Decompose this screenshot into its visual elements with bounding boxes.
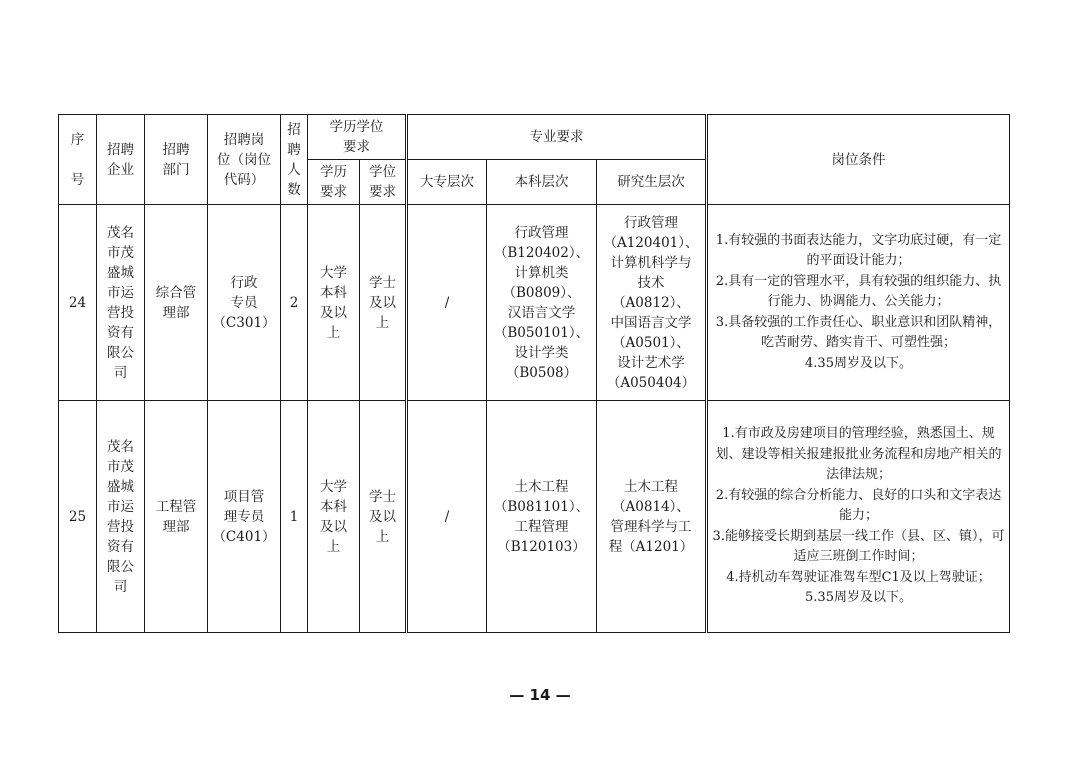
header-count: 招 聘 人 数 bbox=[281, 115, 308, 205]
header-edu: 学历 要求 bbox=[308, 160, 360, 205]
cell-bachelor: 土木工程 （B081101）、 工程管理 （B120103） bbox=[487, 401, 597, 633]
header-graduate: 研究生层次 bbox=[597, 160, 707, 205]
cell-count: 2 bbox=[281, 205, 308, 401]
cell-company: 茂名 市茂 盛城 市运 营投 资有 限公 司 bbox=[97, 205, 145, 401]
header-major-group: 专业要求 bbox=[407, 115, 707, 160]
cell-conditions: 1.有较强的书面表达能力，文字功底过硬，有一定的平面设计能力； 2.具有一定的管理水平，具有较强的组织能力、执行能力、协调能力、公关能力； 3.具备较强的工作责任心、职业意识和团队精神，吃苦耐劳、踏实肯干、可塑性强； 4.35周岁及以下。 bbox=[707, 205, 1010, 401]
page-number: — 14 — bbox=[509, 686, 571, 704]
header-conditions: 岗位条件 bbox=[707, 115, 1010, 205]
cell-junior: / bbox=[407, 401, 487, 633]
header-bachelor: 本科层次 bbox=[487, 160, 597, 205]
cell-bachelor: 行政管理 （B120402）、 计算机类 （B0809）、 汉语言文学 （B050101）、 设计学类 （B0508） bbox=[487, 205, 597, 401]
table-row bbox=[59, 205, 1010, 401]
cell-graduate: 行政管理 （A120401）、 计算机科学与 技术（A0812）、 中国语言文学 （A0501）、 设计艺术学 （A050404） bbox=[597, 205, 707, 401]
cell-company: 茂名 市茂 盛城 市运 营投 资有 限公 司 bbox=[97, 401, 145, 633]
cell-conditions: 1.有市政及房建项目的管理经验，熟悉国土、规划、建设等相关报建报批业务流程和房地产相关的法律法规； 2.有较强的综合分析能力、良好的口头和文字表达能力； 3.能够接受长期到基层一线工作（县、区、镇），可适应三班倒工作时间； 4.持机动车驾驶证准驾车型C1及以上驾驶证； 5.35周岁及以下。 bbox=[707, 401, 1010, 633]
header-position: 招聘岗 位（岗位 代码） bbox=[208, 115, 281, 205]
recruitment-table bbox=[58, 114, 1010, 633]
cell-degree: 学士 及以 上 bbox=[360, 401, 407, 633]
header-degree: 学位 要求 bbox=[360, 160, 407, 205]
cell-junior: / bbox=[407, 205, 487, 401]
cell-degree: 学士 及以 上 bbox=[360, 205, 407, 401]
header-company: 招聘 企业 bbox=[97, 115, 145, 205]
header-junior: 大专层次 bbox=[407, 160, 487, 205]
cell-seq: 24 bbox=[59, 205, 97, 401]
cell-dept: 综合管 理部 bbox=[145, 205, 208, 401]
cell-seq: 25 bbox=[59, 401, 97, 633]
header-seq: 序 号 bbox=[59, 115, 97, 205]
cell-dept: 工程管 理部 bbox=[145, 401, 208, 633]
cell-count: 1 bbox=[281, 401, 308, 633]
header-edu-group: 学历学位 要求 bbox=[308, 115, 407, 160]
cell-position: 项目管 理专员 （C401） bbox=[208, 401, 281, 633]
cell-position: 行政 专员 （C301） bbox=[208, 205, 281, 401]
table-row bbox=[59, 401, 1010, 633]
header-dept: 招聘 部门 bbox=[145, 115, 208, 205]
cell-edu: 大学 本科 及以 上 bbox=[308, 401, 360, 633]
cell-edu: 大学 本科 及以 上 bbox=[308, 205, 360, 401]
cell-graduate: 土木工程 （A0814）、 管理科学与工 程（A1201） bbox=[597, 401, 707, 633]
